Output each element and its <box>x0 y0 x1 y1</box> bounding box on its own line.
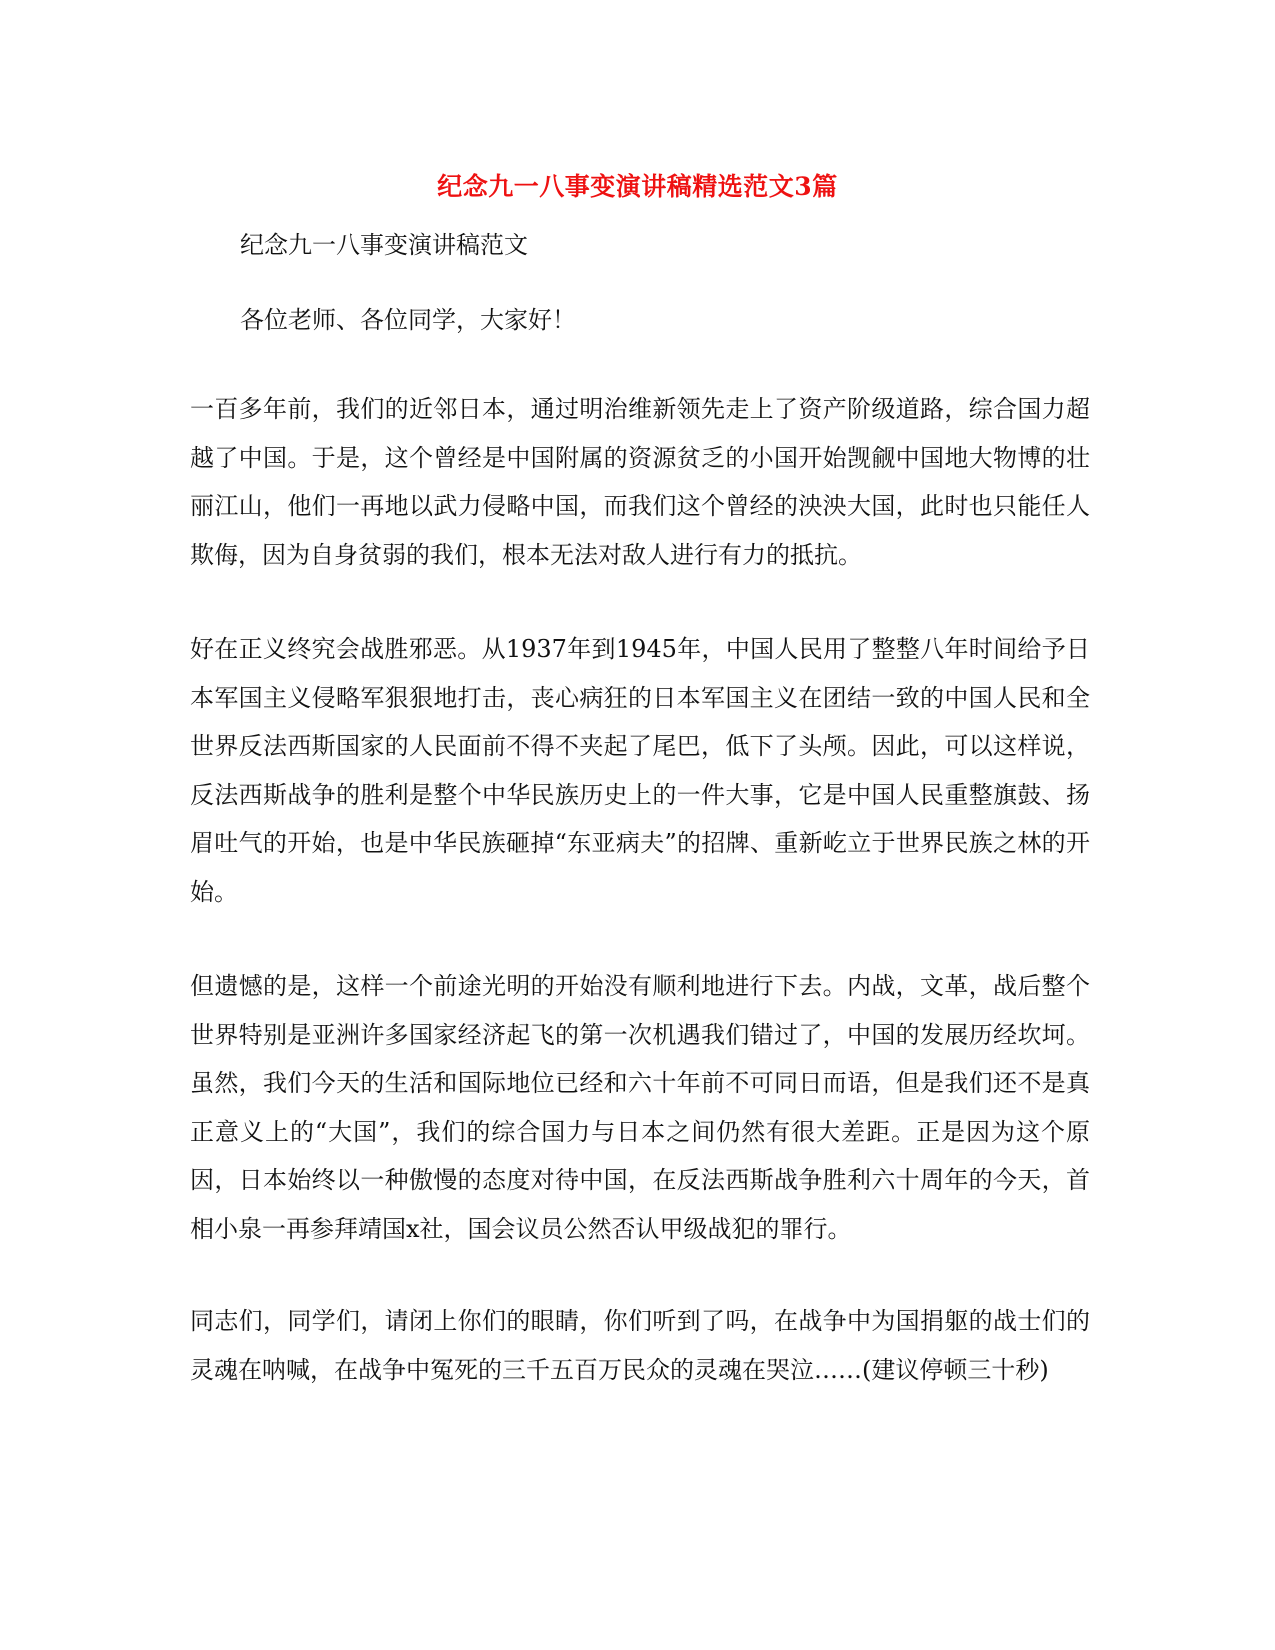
document-subtitle: 纪念九一八事变演讲稿范文 <box>240 231 528 259</box>
paragraph-4: 同志们，同学们，请闭上你们的眼睛，你们听到了吗，在战争中为国捐躯的战士们的灵魂在呐喊，在战争中冤死的三千五百万民众的灵魂在哭泣……(建议停顿三十秒) <box>190 1307 1090 1384</box>
document-title: 纪念九一八事变演讲稿精选范文3篇 <box>437 172 838 201</box>
paragraph-2: 好在正义终究会战胜邪恶。从1937年到1945年，中国人民用了整整八年时间给予日本军国主义侵略军狠狠地打击，丧心病狂的日本军国主义在团结一致的中国人民和全世界反法西斯国家的人民面前不得不夹起了尾巴，低下了头颅。因此，可以这样说，反法西斯战争的胜利是整个中华民族历史上的一件大事，它是中国人民重整旗鼓、扬眉吐气的开始，也是中华民族砸掉“东亚病夫”的招牌、重新屹立于世界民族之林的开始。 <box>190 635 1090 906</box>
greeting: 各位老师、各位同学，大家好！ <box>240 306 576 334</box>
paragraph-3: 但遗憾的是，这样一个前途光明的开始没有顺利地进行下去。内战，文革，战后整个世界特别是亚洲许多国家经济起飞的第一次机遇我们错过了，中国的发展历经坎坷。虽然，我们今天的生活和国际地位已经和六十年前不可同日而语，但是我们还不是真正意义上的“大国”，我们的综合国力与日本之间仍然有很大差距。正是因为这个原因，日本始终以一种傲慢的态度对待中国，在反法西斯战争胜利六十周年的今天，首相小泉一再参拜靖国x社，国会议员公然否认甲级战犯的罪行。 <box>190 972 1090 1243</box>
paragraph-1: 一百多年前，我们的近邻日本，通过明治维新领先走上了资产阶级道路，综合国力超越了中国。于是，这个曾经是中国附属的资源贫乏的小国开始觊觎中国地大物博的壮丽江山，他们一再地以武力侵略中国，而我们这个曾经的泱泱大国，此时也只能任人欺侮，因为自身贫弱的我们，根本无法对敌人进行有力的抵抗。 <box>190 395 1090 569</box>
